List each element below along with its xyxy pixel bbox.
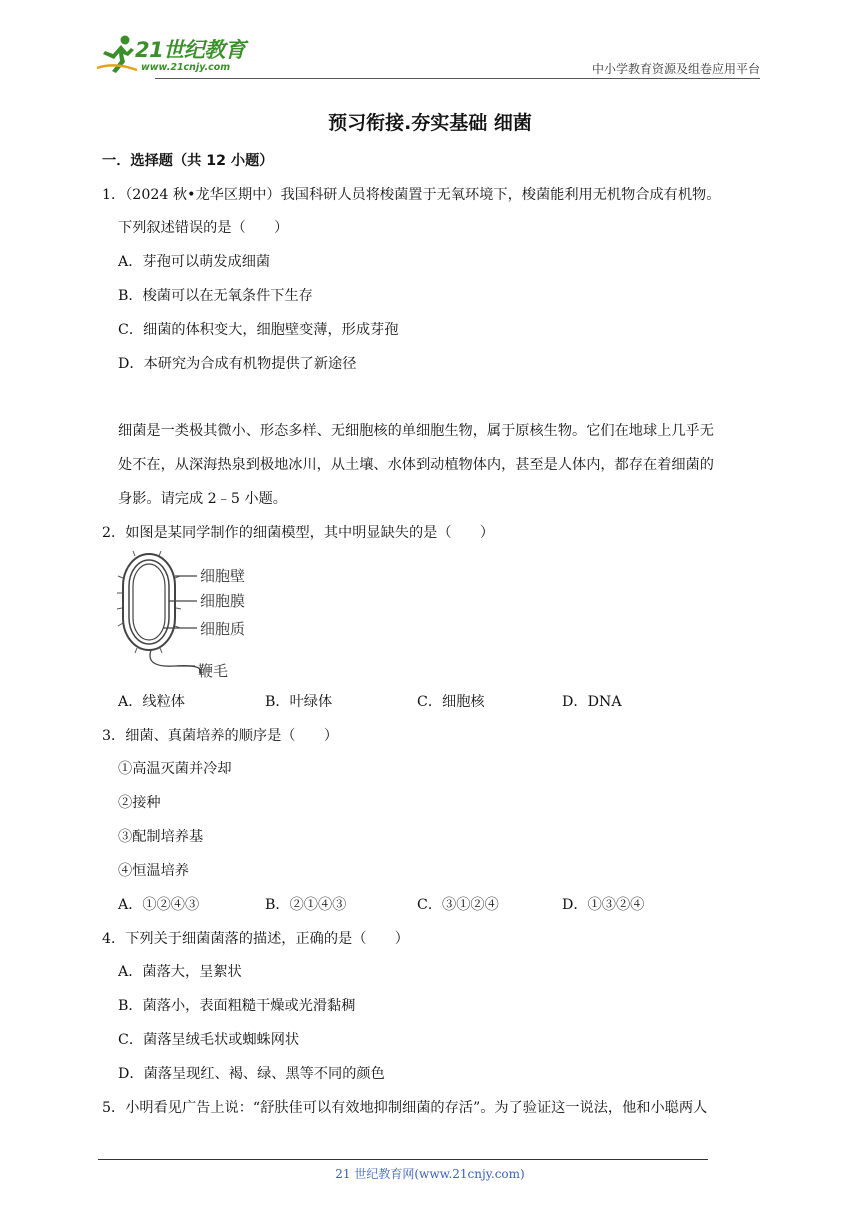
q2-option-a: A．线粒体 bbox=[118, 694, 185, 710]
q3-step-2: ②接种 bbox=[118, 795, 161, 811]
q2-stem: 2．如图是某同学制作的细菌模型，其中明显缺失的是（ ） bbox=[102, 525, 495, 541]
q1-stem-line1: 1．（2024 秋•龙华区期中）我国科研人员将梭菌置于无氧环境下，梭菌能利用无机物合成有机物。 bbox=[102, 187, 721, 203]
q2-option-b: B．叶绿体 bbox=[265, 694, 333, 710]
q3-step-4: ④恒温培养 bbox=[118, 863, 189, 879]
q5-stem-line1: 5．小明看见广告上说：“舒肤佳可以有效地抑制细菌的存活”。为了验证这一说法，他和小聪两人 bbox=[102, 1100, 708, 1116]
q1-option-b: B．梭菌可以在无氧条件下生存 bbox=[118, 288, 313, 304]
q4-option-d: D．菌落呈现红、褐、绿、黑等不同的颜色 bbox=[118, 1066, 385, 1082]
q3-option-c: C．③①②④ bbox=[417, 897, 499, 913]
q4-option-b: B．菌落小，表面粗糙干燥或光滑黏稠 bbox=[118, 998, 356, 1014]
label-cell-wall: 细胞壁 bbox=[200, 567, 246, 585]
passage-line1: 细菌是一类极其微小、形态多样、无细胞核的单细胞生物，属于原核生物。它们在地球上几乎无 bbox=[118, 423, 714, 439]
q3-stem: 3．细菌、真菌培养的顺序是（ ） bbox=[102, 728, 339, 744]
q3-step-1: ①高温灭菌并冷却 bbox=[118, 761, 232, 777]
q2-option-d: D．DNA bbox=[562, 694, 622, 710]
q1-option-c: C．细菌的体积变大，细胞壁变薄，形成芽孢 bbox=[118, 322, 399, 338]
logo-wordmark: 21世纪教育 bbox=[135, 38, 246, 62]
label-flagellum: 鞭毛 bbox=[198, 662, 229, 680]
q3-option-d: D．①③②④ bbox=[562, 897, 645, 913]
q1-option-a: A．芽孢可以萌发成细菌 bbox=[118, 254, 271, 270]
q4-option-c: C．菌落呈绒毛状或蜘蛛网状 bbox=[118, 1032, 300, 1048]
q3-option-a: A．①②④③ bbox=[118, 897, 200, 913]
q1-option-d: D．本研究为合成有机物提供了新途径 bbox=[118, 356, 357, 372]
page-title: 预习衔接.夯实基础 细菌 bbox=[328, 112, 532, 134]
header-platform-text: 中小学教育资源及组卷应用平台 bbox=[591, 62, 760, 76]
q3-option-b: B．②①④③ bbox=[265, 897, 347, 913]
passage-line2: 处不在，从深海热泉到极地冰川，从土壤、水体到动植物体内，甚至是人体内，都存在着细菌的 bbox=[118, 457, 714, 473]
label-cell-membrane: 细胞膜 bbox=[200, 592, 246, 610]
q2-option-c: C．细胞核 bbox=[417, 694, 485, 710]
bacteria-model-diagram bbox=[115, 548, 275, 688]
footer-divider bbox=[98, 1159, 708, 1160]
logo-url: www.21cnjy.com bbox=[141, 62, 231, 73]
q3-step-3: ③配制培养基 bbox=[118, 829, 204, 845]
q1-stem-line2: 下列叙述错误的是（ ） bbox=[118, 220, 289, 236]
page-header bbox=[95, 30, 760, 80]
site-logo[interactable] bbox=[95, 34, 255, 78]
section-heading: 一．选择题（共 12 小题） bbox=[102, 153, 274, 169]
passage-line3: 身影。请完成 2﹣5 小题。 bbox=[118, 491, 287, 507]
bacterium-cell bbox=[117, 551, 201, 674]
label-cytoplasm: 细胞质 bbox=[200, 620, 246, 638]
header-divider bbox=[155, 78, 760, 79]
q4-option-a: A．菌落大，呈絮状 bbox=[118, 964, 242, 980]
footer-link[interactable]: 21 世纪教育网(www.21cnjy.com) bbox=[335, 1167, 525, 1181]
runner-logo-icon bbox=[95, 34, 139, 76]
q4-stem: 4．下列关于细菌菌落的描述，正确的是（ ） bbox=[102, 931, 409, 947]
